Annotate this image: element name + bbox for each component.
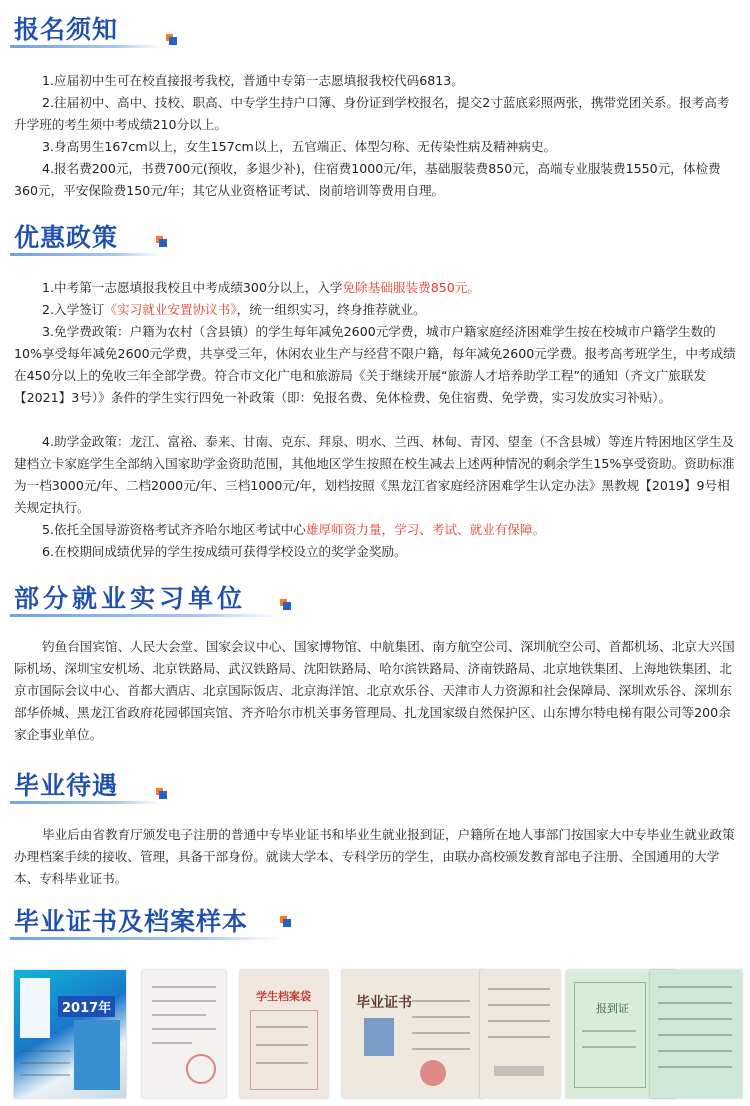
sample-photo-brochure bbox=[14, 970, 126, 1098]
title-underline bbox=[10, 614, 280, 617]
policy-item-2 bbox=[14, 299, 736, 321]
policy-item-4: 4.助学金政策：龙江、富裕、泰来、甘南、克东、拜泉、明水、兰西、林甸、青冈、望奎（不含县城）等连片特困地区学生及建档立卡家庭学生全部纳入国家助学金资助范围，其他地区学生按照在校生减去上述两种情况的剩余学生15%享受资助。资助标准为一档3000元/年、二档2000元/年、三档1000元/年，划档按照《黑龙江省家庭经济困难学生认定办法》黑教规【2019】9号相关规定执行。 bbox=[14, 434, 735, 515]
sample-photo-archive bbox=[240, 970, 328, 1098]
title-underline bbox=[10, 253, 160, 256]
section-policy-header bbox=[0, 214, 750, 258]
accent-square-icon bbox=[280, 599, 292, 611]
sample-photos bbox=[14, 970, 742, 1098]
archive-title-label: 学生档案袋 bbox=[256, 990, 311, 1003]
section-employ-title: 部分就业实习单位 bbox=[14, 584, 247, 613]
brochure-year-label: 2017年 bbox=[58, 996, 115, 1017]
enroll-item-4: 4.报名费200元，书费700元(预收，多退少补)，住宿费1000元/年，基础服装费850元，高端专业服装费1550元，体检费360元，平安保险费150元/年；其它从业资格证考试、岗前培训等费用自理。 bbox=[14, 161, 721, 198]
accent-square-icon bbox=[166, 34, 178, 46]
policy-item-1 bbox=[14, 277, 736, 299]
enroll-item-2: 2.往届初中、高中、技校、职高、中专学生持户口簿、身份证到学校报名，提交2寸蓝底彩照两张，携带党团关系。报考高考升学班的考生须中考成绩210分以上。 bbox=[14, 95, 730, 132]
title-underline bbox=[10, 45, 160, 48]
accent-square-icon bbox=[156, 236, 168, 248]
policy-item-5-highlight: 雄厚师资力量，学习、考试、就业有保障。 bbox=[305, 522, 546, 537]
section-employ-header bbox=[0, 575, 750, 619]
policy-item-2-highlight: 《实习就业安置协议书》 bbox=[104, 302, 237, 317]
section-samples-header bbox=[0, 898, 750, 942]
employ-units: 钓鱼台国宾馆、人民大会堂、国家会议中心、国家博物馆、中航集团、南方航空公司、深圳航空公司、首都机场、北京大兴国际机场、深圳宝安机场、北京铁路局、武汉铁路局、沈阳铁路局、哈尔滨铁路局、济南铁路局、北京地铁集团、上海地铁集团、北京市国际会议中心、首都大酒店、北京国际饭店、北京海洋馆、北京欢乐谷、天津市人力资源和社会保障局、深圳欢乐谷、深圳东部华侨城、黑龙江省政府花园邨国宾馆、齐齐哈尔市机关事务管理局、扎龙国家级自然保护区、山东博尔特电梯有限公司等200余家企事业单位。 bbox=[14, 639, 735, 742]
section-samples-title: 毕业证书及档案样本 bbox=[14, 907, 249, 936]
section-treat-header bbox=[0, 762, 750, 806]
section-treat-title: 毕业待遇 bbox=[14, 771, 119, 800]
section-enroll-title: 报名须知 bbox=[14, 15, 119, 44]
policy-item-5-text: 5.依托全国导游资格考试齐齐哈尔地区考试中心 bbox=[42, 522, 306, 537]
title-underline bbox=[10, 937, 280, 940]
sample-photo-certificate bbox=[342, 970, 482, 1098]
policy-item-6: 6.在校期间成绩优异的学生按成绩可获得学校设立的奖学金奖励。 bbox=[42, 544, 407, 559]
policy-item-1-text: 1.中考第一志愿填报我校且中考成绩300分以上，入学 bbox=[42, 280, 343, 295]
certificate-title-label: 毕业证书 bbox=[356, 995, 412, 1011]
section-enroll-header bbox=[0, 6, 750, 50]
section-policy-title: 优惠政策 bbox=[14, 223, 119, 252]
accent-square-icon bbox=[156, 788, 168, 800]
policy-item-1-highlight: 免除基础服装费850元。 bbox=[342, 280, 480, 295]
policy-item-2-text-b: ，统一组织实习，终身推荐就业。 bbox=[236, 302, 426, 317]
accent-square-icon bbox=[280, 916, 292, 928]
enroll-item-3: 3.身高男生167cm以上，女生157cm以上，五官端正、体型匀称、无传染性病及精神病史。 bbox=[42, 139, 557, 154]
title-underline bbox=[10, 801, 160, 804]
sample-photo-certificate-inner bbox=[480, 970, 560, 1098]
policy-item-5 bbox=[14, 519, 736, 541]
sample-photo-report-form bbox=[650, 970, 742, 1098]
policy-item-3: 3.免学费政策：户籍为农村（含县镇）的学生每年减免2600元学费，城市户籍家庭经济困难学生按在校城市户籍学生数的10%享受每年减免2600元学费，共享受三年，休闲农业生产与经营不限户籍，每年减免2600元学费。报考高考班学生，中考成绩在450分以上的免收三年全部学费。符合市文化广电和旅游局《关于继续开展“旅游人才培养助学工程”的通知（齐文广旅联发【2021】3号）》条件的学生实行四免一补政策（即：免报名费、免体检费、免住宿费、免学费，实习发放实习补贴）。 bbox=[14, 324, 736, 405]
report-card-title-label: 报到证 bbox=[596, 1002, 629, 1015]
treat-text: 毕业后由省教育厅颁发电子注册的普通中专毕业证书和毕业生就业报到证，户籍所在地人事部门按国家大中专毕业生就业政策办理档案手续的接收、管理，具备干部身份。就读大学本、专科学历的学生，由联办高校颁发教育部电子注册、全国通用的大学本、专科毕业证书。 bbox=[14, 827, 735, 886]
enroll-item-1: 1.应届初中生可在校直接报考我校，普通中专第一志愿填报我校代码6813。 bbox=[42, 73, 464, 88]
sample-photo-document bbox=[142, 970, 226, 1098]
policy-item-2-text-a: 2.入学签订 bbox=[42, 302, 105, 317]
